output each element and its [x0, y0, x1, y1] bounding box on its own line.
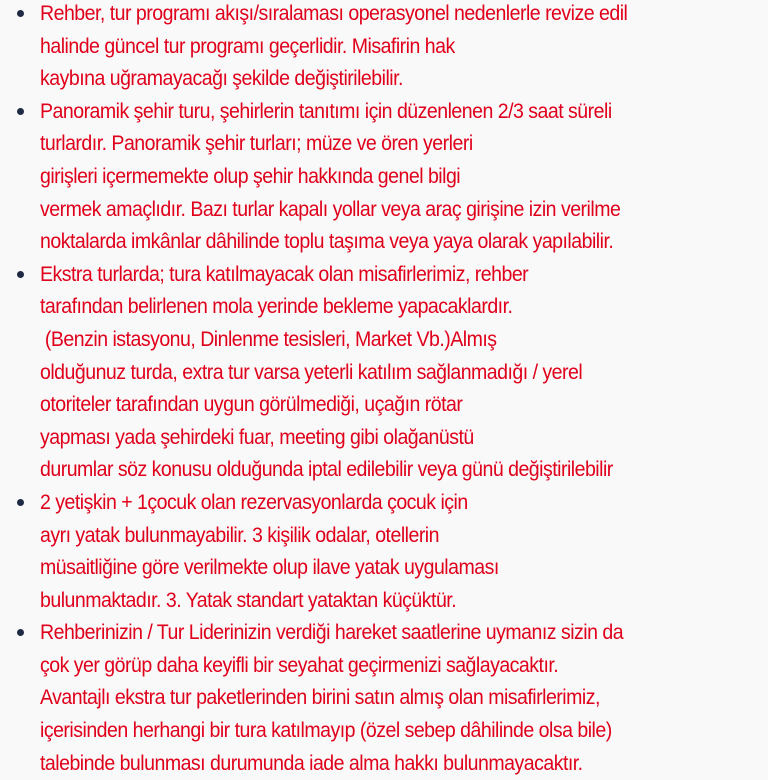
- text-line: olduğunuz turda, extra tur varsa yeterli katılım sağlanmadığı / yerel: [40, 360, 583, 384]
- text-line: talebinde bulunması durumunda iade alma hakkı bulunmayacaktır.: [40, 751, 583, 775]
- text-line: turlardır. Panoramik şehir turları; müze ve ören yerleri: [40, 132, 473, 156]
- bullet-icon: [17, 271, 24, 278]
- text-line: Panoramik şehir turu, şehirlerin tanıtımı için düzenlenen 2/3 saat süreli: [40, 99, 612, 123]
- list-item-program-revision: [0, 0, 768, 96]
- text-line: çok yer görüp daha keyifli bir seyahat geçirmenizi sağlayacaktır.: [40, 653, 559, 677]
- text-line: ayrı yatak bulunmayabilir. 3 kişilik odalar, otellerin: [40, 523, 439, 547]
- text-line: otoriteler tarafından uygun görülmediği, uçağın rötar: [40, 393, 463, 417]
- list-item-panoramic-tour: [0, 96, 768, 259]
- text-line: içerisinden herhangi bir tura katılmayıp (özel sebep dâhilinde olsa bile): [40, 719, 612, 743]
- list-item-departure-times: [0, 617, 768, 780]
- text-line: Rehberinizin / Tur Liderinizin verdiği hareket saatlerine uymanız sizin da: [40, 621, 624, 645]
- text-line: (Benzin istasyonu, Dinlenme tesisleri, Market Vb.)Almış: [40, 327, 497, 351]
- text-line: Ekstra turlarda; tura katılmayacak olan misafirlerimiz, rehber: [40, 262, 529, 286]
- text-line: kaybına uğramayacağı şekilde değiştirilebilir.: [40, 67, 403, 91]
- text-line: tarafından belirlenen mola yerinde bekleme yapacaklardır.: [40, 295, 513, 319]
- bullet-icon: [17, 629, 24, 636]
- text-line: Avantajlı ekstra tur paketlerinden birini satın almış olan misafirlerimiz,: [40, 686, 600, 710]
- text-line: yapması yada şehirdeki fuar, meeting gibi olağanüstü: [40, 425, 474, 449]
- text-line: Rehber, tur programı akışı/sıralaması operasyonel nedenlerle revize edil: [40, 2, 628, 25]
- text-line: durumlar söz konusu olduğunda iptal edilebilir veya günü değiştirilebilir: [40, 458, 613, 482]
- bullet-icon: [17, 108, 24, 115]
- text-line: noktalarda imkânlar dâhilinde toplu taşıma veya yaya olarak yapılabilir.: [40, 230, 614, 254]
- text-line: halinde güncel tur programı geçerlidir. Misafirin hak: [40, 34, 455, 58]
- list-item-extra-tours: [0, 259, 768, 487]
- text-line: vermek amaçlıdır. Bazı turlar kapalı yollar veya araç girişine izin verilme: [40, 197, 621, 221]
- text-line: girişleri içermemekte olup şehir hakkında genel bilgi: [40, 164, 461, 188]
- list-item-room-policy: [0, 487, 768, 617]
- bullet-icon: [17, 10, 24, 17]
- bullet-icon: [17, 499, 24, 506]
- text-line: 2 yetişkin + 1çocuk olan rezervasyonlarda çocuk için: [40, 490, 468, 514]
- text-line: bulunmaktadır. 3. Yatak standart yataktan küçüktür.: [40, 588, 457, 612]
- text-line: müsaitliğine göre verilmekte olup ilave yatak uygulaması: [40, 556, 499, 580]
